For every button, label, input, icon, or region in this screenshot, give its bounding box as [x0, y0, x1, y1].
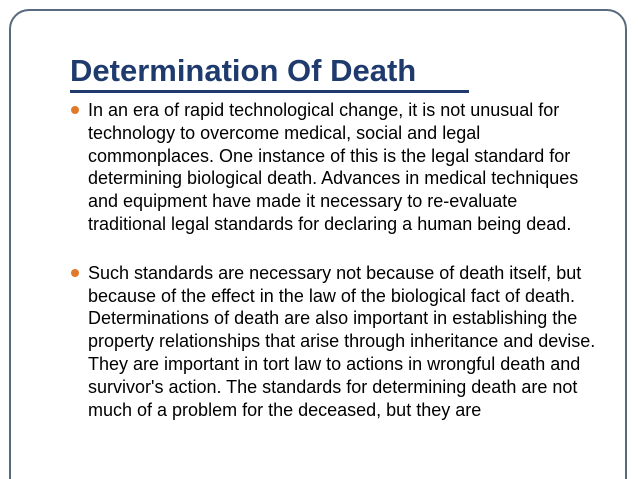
bullet-item [70, 99, 600, 236]
bullet-text: In an era of rapid technological change, it is not unusual for technology to overcome medical, social and legal commonplaces. One instance of this is the legal standard for determining biological death. Advances in medical techniques and equipment have made it necessary to re-evaluate traditional legal standards for declaring a human being dead. [88, 100, 579, 234]
bullet-dot-icon [71, 269, 79, 277]
bullet-dot-icon [71, 106, 79, 114]
slide-title: Determination Of Death [70, 53, 417, 88]
title-underline [70, 90, 469, 93]
bullet-text: Such standards are necessary not because of death itself, but because of the effect in the law of the biological fact of death. Determinations of death are also important in establishing the property relationships that arise through inheritance and devise. They are important in tort law to actions in wrongful death and survivor's action. The standards for determining death are not much of a problem for the deceased, but they are [88, 262, 596, 420]
bullet-item [70, 262, 600, 422]
bullet-list [70, 99, 600, 421]
